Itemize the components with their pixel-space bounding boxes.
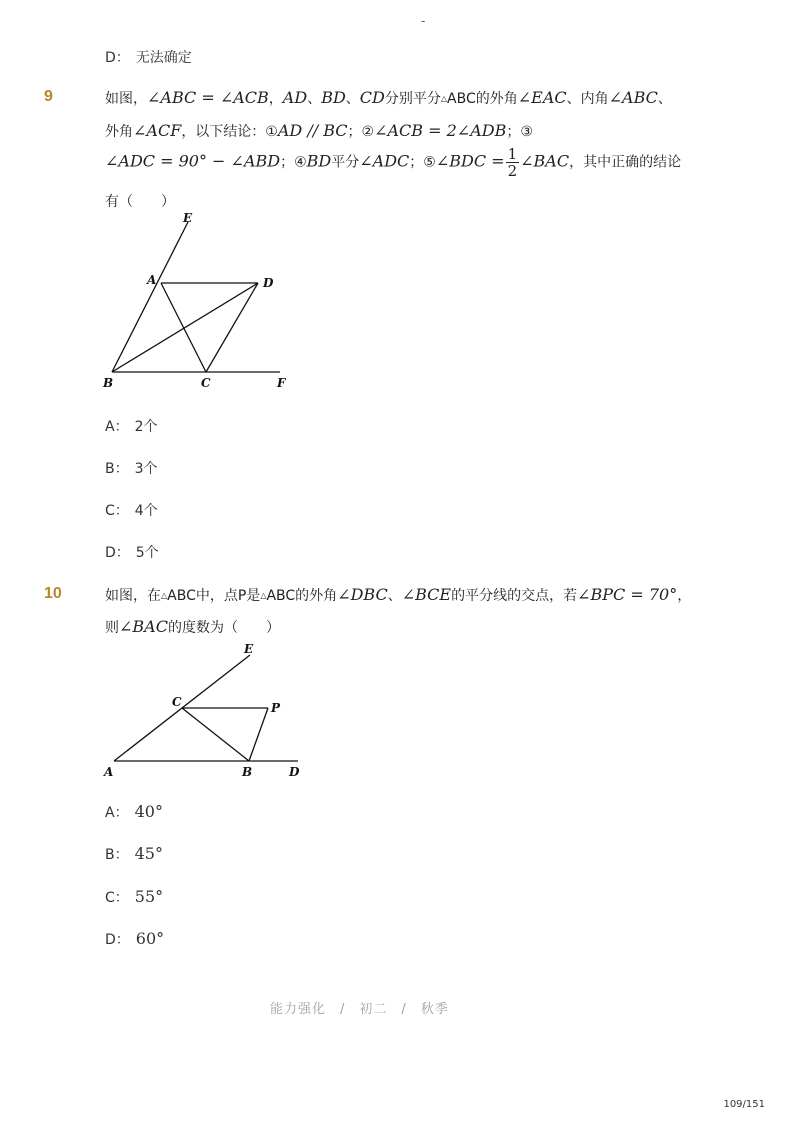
q9-text: 、 [345, 91, 360, 107]
q10-math: ∠BAC [119, 617, 168, 636]
q10-text: 、 [387, 588, 402, 604]
q9-text: ；④ [280, 154, 307, 171]
label-f: F [277, 376, 286, 390]
q10-text: 则 [105, 620, 119, 636]
q10-math: ∠BPC = 70° [577, 585, 678, 604]
q9-text: ；③ [506, 124, 533, 140]
option-text: 40° [134, 802, 163, 821]
label-c: C [201, 376, 211, 390]
q9-option-c[interactable] [105, 500, 158, 520]
option-letter: A： [105, 419, 129, 435]
q9-option-a[interactable] [105, 416, 158, 436]
q9-text: ，以下结论：① [181, 124, 278, 140]
q10-text: ， [677, 588, 692, 604]
option-letter: D： [105, 932, 130, 948]
option-letter: B： [105, 461, 129, 477]
q9-text: ；⑤ [409, 154, 436, 171]
triangle-symbol: △ [161, 591, 168, 600]
q9-text: 如图， [105, 91, 147, 107]
label-b: B [103, 376, 114, 390]
q9-line-1 [105, 88, 672, 108]
page-footer: 能力强化 / 初二 / 秋季 [270, 1002, 449, 1017]
q10-option-c[interactable] [105, 887, 163, 907]
q9-math: ∠ABC = ∠ACB [147, 88, 269, 107]
label-e: E [244, 642, 254, 656]
q9-text: 外角 [105, 124, 133, 140]
fraction-denominator: 2 [507, 162, 518, 180]
q9-math: AD // BC [277, 121, 348, 140]
option-letter: D： [105, 545, 130, 561]
label-a: A [104, 765, 114, 779]
q9-math: ∠ACB = 2∠ADB [374, 121, 507, 140]
q9-text: ；② [347, 124, 375, 140]
option-text: 4个 [134, 503, 158, 519]
q9-text: ABC的外角 [447, 91, 518, 107]
question-number-10: 10 [44, 585, 62, 602]
line-c-d [206, 283, 258, 372]
label-p: P [271, 701, 281, 715]
option-text: 45° [134, 844, 163, 863]
label-d: D [289, 765, 300, 779]
q10-text: 的度数为（ ） [167, 620, 280, 636]
label-c: C [172, 695, 182, 709]
label-a: A [147, 273, 157, 287]
q9-math: CD [359, 88, 385, 107]
label-b: B [242, 765, 253, 779]
q9-math: BD [321, 88, 346, 107]
q9-line-3 [105, 146, 681, 179]
q9-line-2 [105, 121, 533, 141]
option-text: 60° [135, 929, 165, 948]
q9-text: 分别平分 [384, 91, 441, 107]
q9-text: 、 [307, 91, 322, 107]
q9-text: 平分 [331, 154, 360, 171]
q10-text: 如图，在 [105, 588, 161, 604]
label-e: E [183, 211, 193, 225]
option-text: 55° [134, 887, 164, 906]
q9-text: ， [268, 91, 283, 107]
prev-option-d[interactable] [105, 47, 192, 67]
q9-math: ∠BAC [520, 151, 570, 171]
fraction-numerator: 1 [507, 145, 518, 163]
q10-math: ∠DBC [337, 585, 388, 604]
q9-math: ∠ADC [359, 151, 410, 171]
fraction-one-half [506, 146, 520, 179]
q10-line-1 [105, 585, 691, 605]
option-letter: D： [105, 50, 130, 66]
q10-text: 的平分线的交点，若 [451, 588, 578, 604]
q9-text: 、内角 [566, 91, 609, 107]
option-letter: A： [105, 805, 129, 821]
q10-text: ABC中，点P是 [167, 588, 261, 604]
option-text: 5个 [135, 545, 159, 561]
q9-math: BD [306, 151, 332, 171]
triangle-symbol: △ [440, 94, 448, 103]
q9-math: ∠BDC = [435, 151, 505, 171]
q10-geometry-figure [100, 640, 310, 782]
line-c-b [182, 708, 249, 761]
q9-text: ，其中正确的结论 [569, 154, 682, 171]
top-mark: - [421, 14, 426, 28]
question-number-9: 9 [44, 88, 53, 105]
option-text: 2个 [134, 419, 158, 435]
q10-option-a[interactable] [105, 802, 163, 822]
q9-option-d[interactable] [105, 542, 159, 562]
q10-option-d[interactable] [105, 929, 164, 949]
q10-line-2 [105, 617, 280, 637]
option-letter: C： [105, 503, 129, 519]
q9-text: 、 [657, 91, 672, 107]
page-number: 109/151 [723, 1099, 765, 1110]
q9-math: ∠ACF [133, 121, 182, 140]
q9-math: ∠EAC [517, 88, 567, 107]
q9-math: AD [282, 88, 308, 107]
q9-math: ∠ABC [608, 88, 658, 107]
line-a-c [161, 283, 206, 372]
q10-option-b[interactable] [105, 844, 163, 864]
option-text: 无法确定 [135, 50, 192, 66]
label-d: D [263, 276, 274, 290]
q9-option-b[interactable] [105, 458, 158, 478]
q9-geometry-figure [100, 208, 300, 393]
q9-text: 有（ ） [105, 194, 175, 210]
option-letter: B： [105, 847, 129, 863]
q10-text: ABC的外角 [266, 588, 338, 604]
option-text: 3个 [134, 461, 158, 477]
option-letter: C： [105, 890, 129, 906]
q10-math: ∠BCE [401, 585, 452, 604]
q9-math: ∠ADC = 90° − ∠ABD [105, 151, 281, 171]
line-b-p [249, 708, 268, 761]
triangle-symbol: △ [260, 591, 267, 600]
